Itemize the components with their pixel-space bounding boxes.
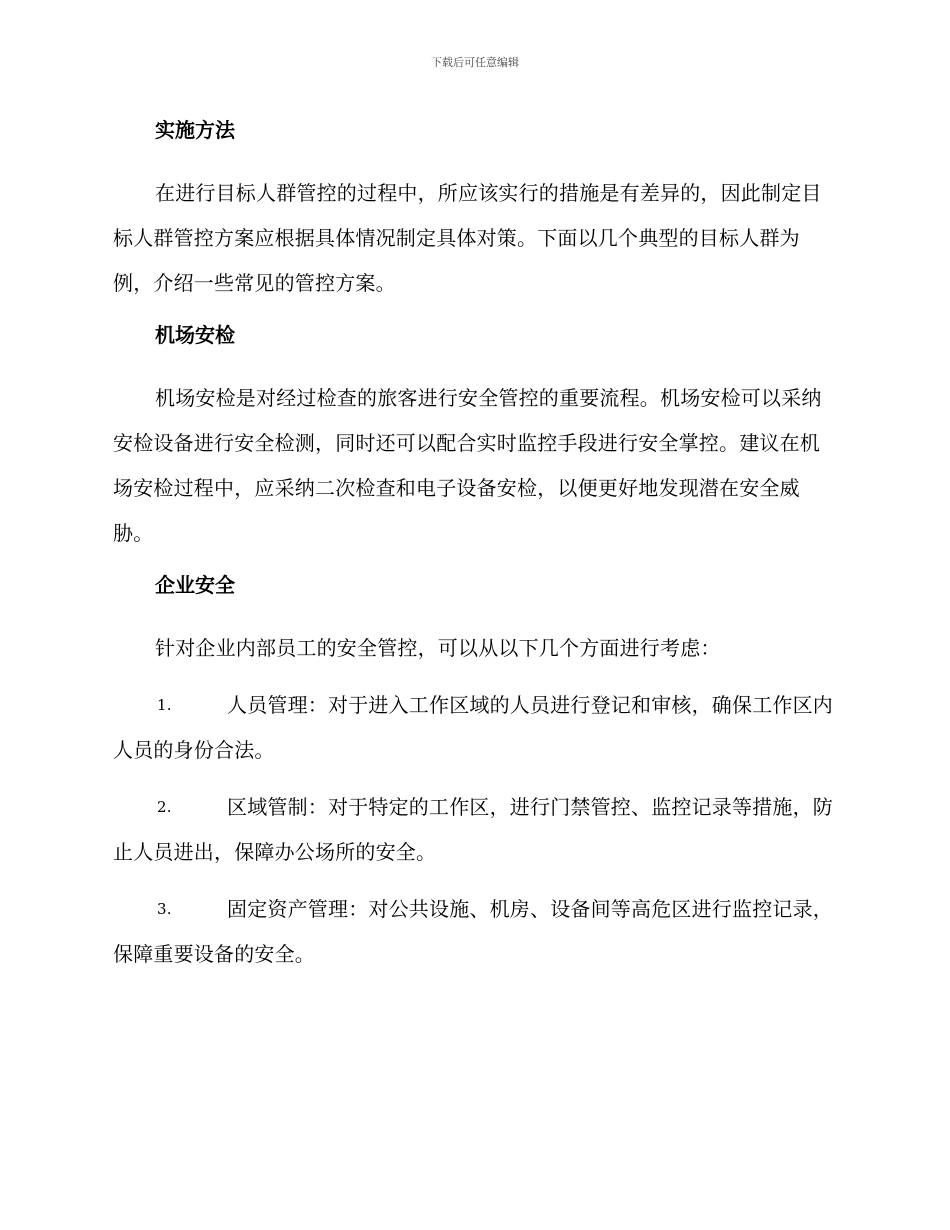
- list-item-number: 3.: [157, 900, 172, 918]
- section-heading-airport-security: 机场安检: [155, 323, 235, 347]
- section-heading-implementation: 实施方法: [155, 118, 235, 142]
- document-body: [113, 113, 835, 989]
- page-header: 下载后可任意编辑: [431, 56, 519, 69]
- list-item: [113, 683, 835, 773]
- section-paragraph-implementation: 在进行目标人群管控的过程中，所应该实行的措施是有差异的，因此制定目标人群管控方案应根据具体情况制定具体对策。下面以几个典型的目标人群为例，介绍一些常见的管控方案。: [113, 181, 822, 295]
- list-item-number: 2.: [157, 798, 172, 816]
- section-paragraph-airport-security: 机场安检是对经过检查的旅客进行安全管控的重要流程。机场安检可以采纳安检设备进行安全检测，同时还可以配合实时监控手段进行安全掌控。建议在机场安检过程中，应采纳二次检查和电子设备安检，以便更好地发现潜在安全威胁。: [113, 386, 822, 545]
- section-heading-enterprise-security: 企业安全: [155, 573, 235, 597]
- list-item-text: 固定资产管理：对公共设施、机房、设备间等高危区进行监控记录，保障重要设备的安全。: [113, 897, 833, 966]
- list-item-text: 区域管制：对于特定的工作区，进行门禁管控、监控记录等措施，防止人员进出，保障办公场所的安全。: [113, 795, 833, 864]
- section-paragraph-enterprise-security: 针对企业内部员工的安全管控，可以从以下几个方面进行考虑：: [155, 636, 721, 660]
- list-item: [113, 887, 835, 977]
- list-item: [113, 785, 835, 875]
- list-item-number: 1.: [157, 696, 172, 714]
- list-item-text: 人员管理：对于进入工作区域的人员进行登记和审核，确保工作区内人员的身份合法。: [113, 693, 833, 762]
